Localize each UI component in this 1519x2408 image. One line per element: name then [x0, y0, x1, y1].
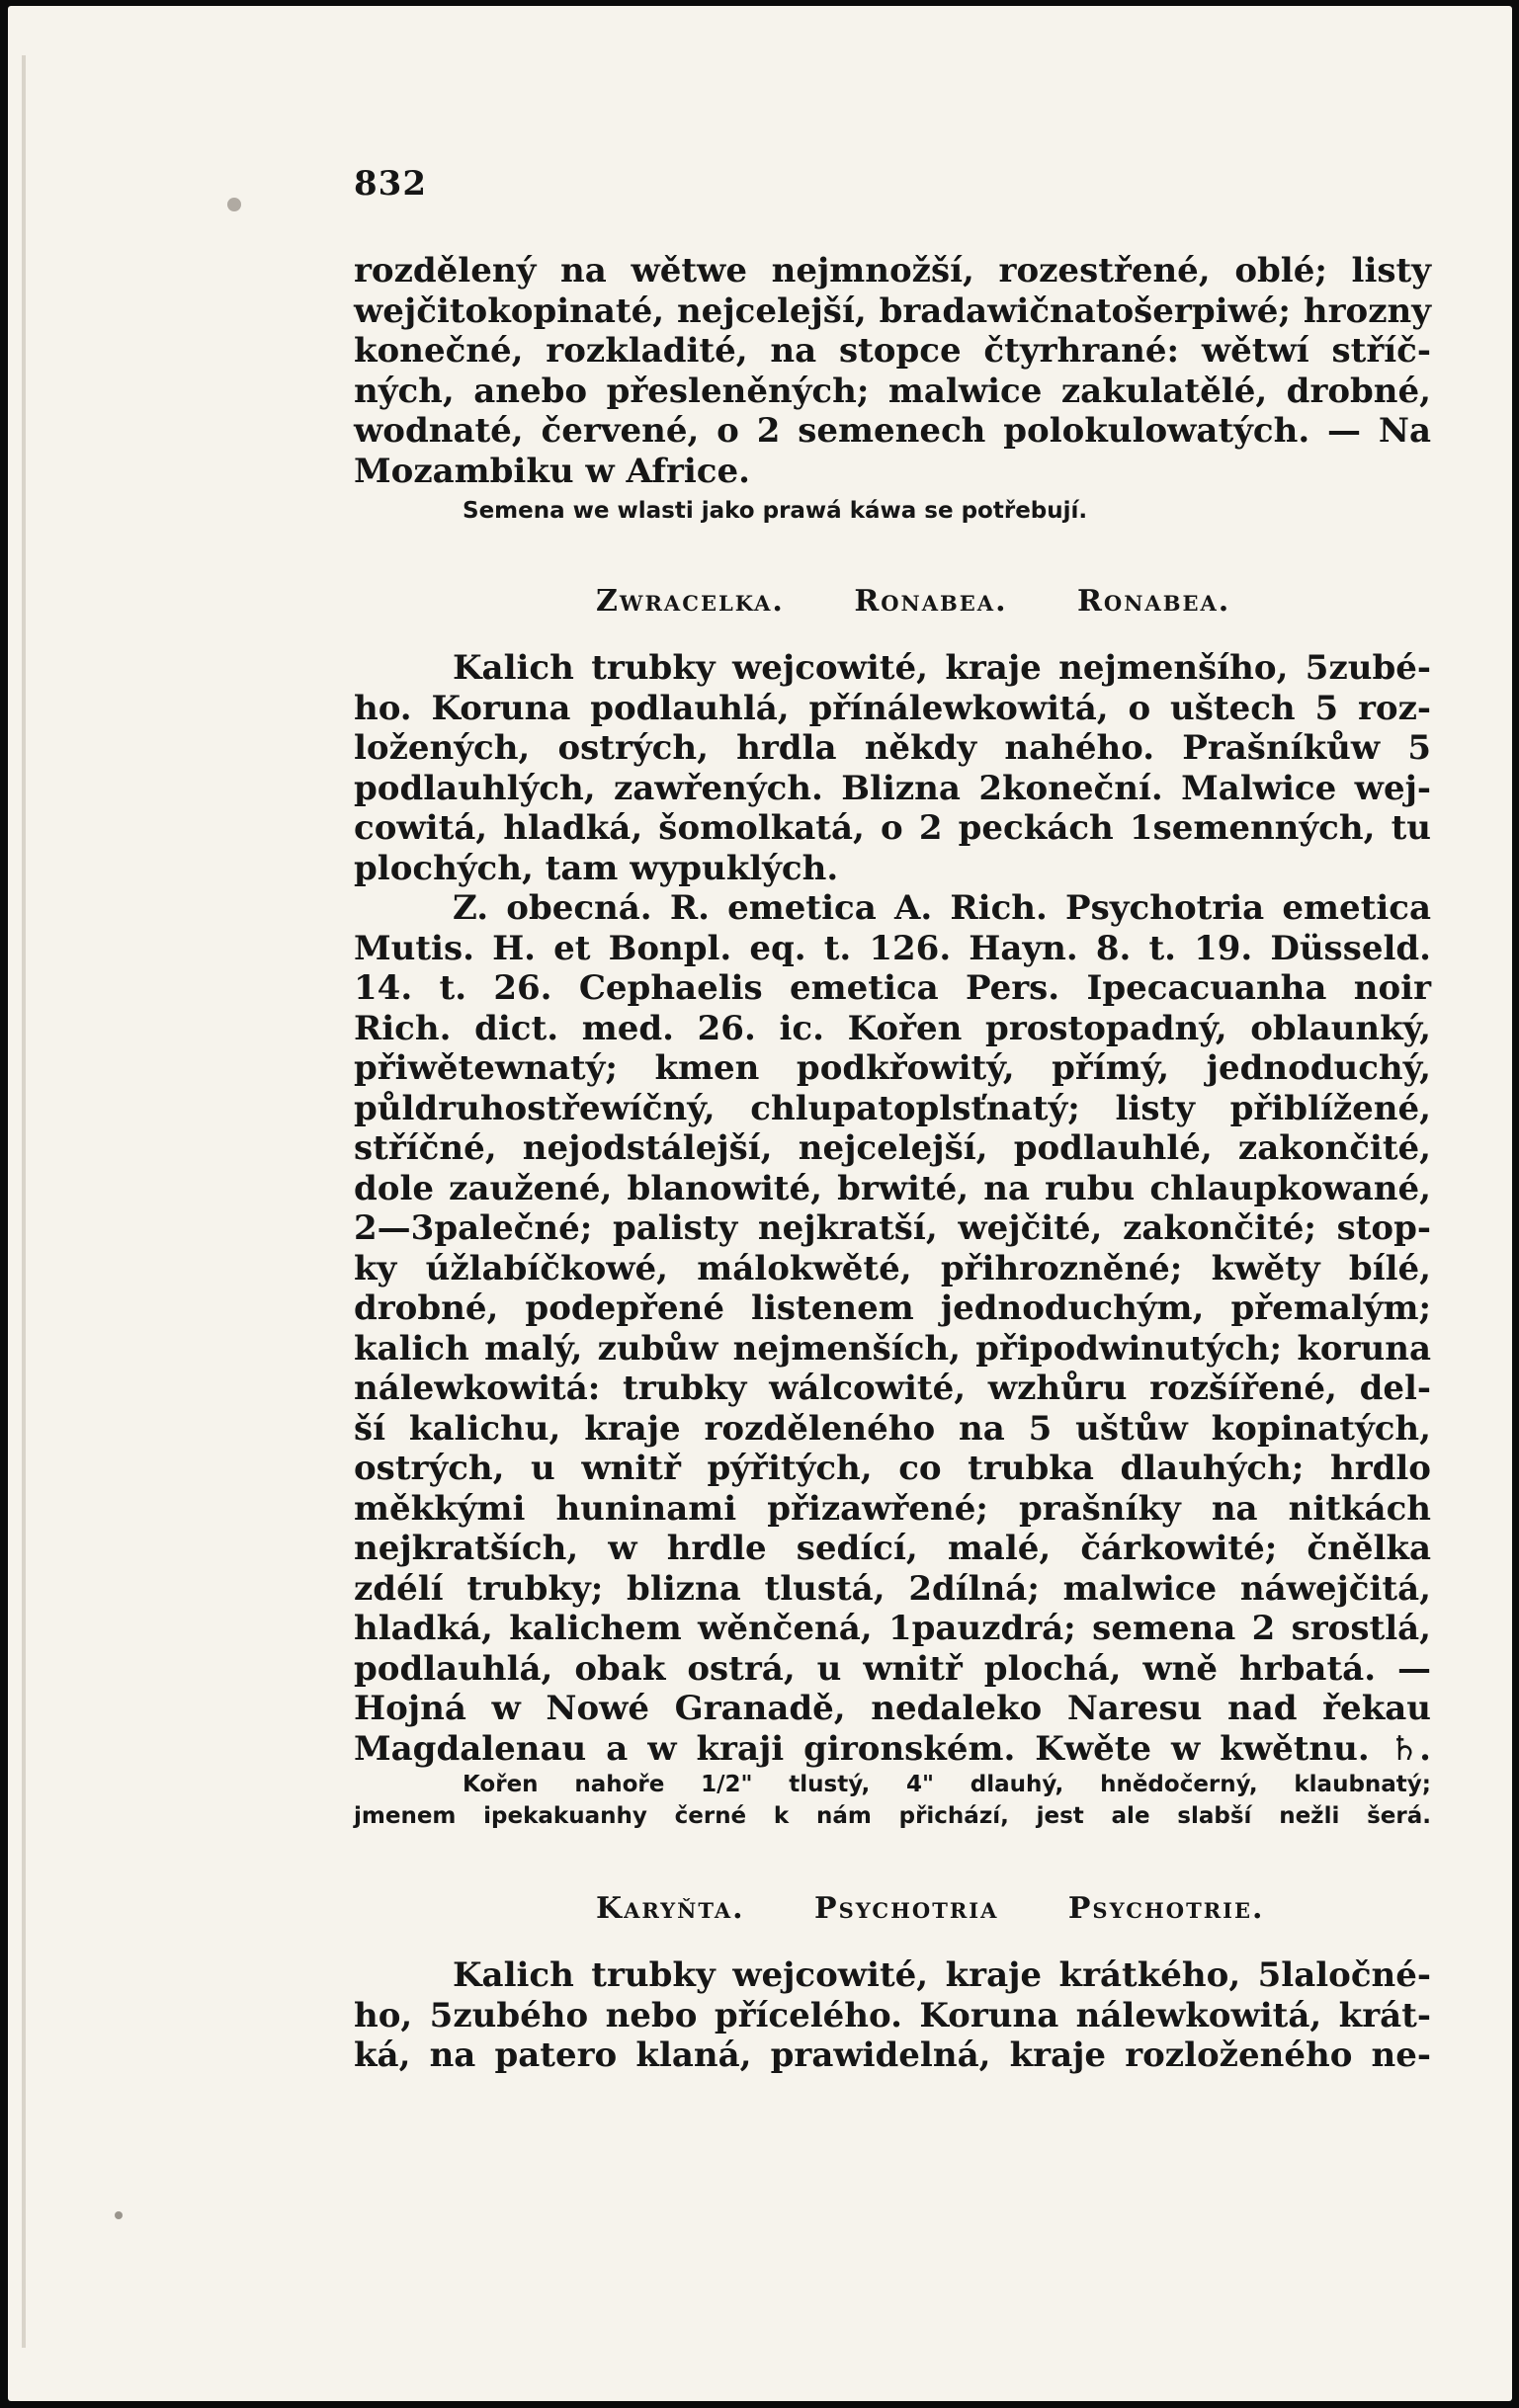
text-line: 14. t. 26. Cephaelis emetica Pers. Ipecacuanha noir: [354, 968, 1431, 1008]
paragraph-4: [354, 1955, 1431, 2076]
text-line: Kalich trubky wejcowité, kraje nejmenšího, 5zubé-: [453, 648, 1431, 688]
text-line: přiwětewnatý; kmen podkřowitý, přímý, jednoduchý,: [354, 1048, 1431, 1088]
text-line: plochých, tam wypuklých.: [354, 848, 839, 888]
text-line: konečné, rozkladité, na stopce čtyrhrané: wětwí stříč-: [354, 331, 1431, 371]
text-line: ostrých, u wnitř pýřitých, co trubka dlauhých; hrdlo: [354, 1449, 1431, 1488]
heading-latin-name-2: Ronabea.: [1076, 584, 1231, 619]
text-line: nálewkowitá: trubky wálcowité, wzhůru rozšířené, del-: [354, 1369, 1431, 1408]
paragraph-3: [354, 888, 1431, 1769]
text-line: ložených, ostrých, hrdla někdy nahého. Prašníkůw 5: [354, 728, 1431, 768]
text-line: nejkratších, w hrdle sedící, malé, čárkowité; čnělka: [354, 1529, 1431, 1568]
page-number: 832: [354, 164, 427, 204]
text-line: Hojná w Nowé Granadě, nedaleko Naresu nad řekau: [354, 1689, 1431, 1728]
text-line: wejčitokopinaté, nejcelejší, bradawičnatošerpiwé; hrozny: [354, 291, 1431, 331]
genus-heading: [354, 584, 1431, 619]
heading-latin-name: Ronabea.: [854, 584, 1008, 619]
heading-czech-name: Karyňta.: [596, 1891, 745, 1926]
book-page: [8, 6, 1512, 2401]
footnote: Semena we wlasti jako prawá káwa se potřebují.: [463, 498, 1088, 524]
text-line: Magdalenau a w kraji gironském. Kwěte w kwětnu. ♄.: [354, 1728, 1431, 1769]
text-line: Mozambiku w Africe.: [354, 451, 750, 491]
ink-spot: [227, 198, 241, 211]
heading-latin-name: Psychotria: [814, 1891, 999, 1926]
text-line: dole zaužené, blanowité, brwité, na rubu chlaupkowané,: [354, 1168, 1431, 1208]
text-line: podlauhlá, obak ostrá, u wnitř plochá, wně hrbatá. —: [354, 1648, 1431, 1689]
footnote-line: Kořen nahoře 1/2" tlustý, 4" dlauhý, hnědočerný, klaubnatý;: [463, 1772, 1431, 1797]
paragraph-2: [354, 648, 1431, 888]
text-line: 2—3palečné; palisty nejkratší, wejčité, zakončité; stop-: [354, 1208, 1431, 1248]
page-edge-shadow: [22, 55, 26, 2348]
text-line: půldruhostřewíčný, chlupatoplsťnatý; listy přiblížené,: [354, 1088, 1431, 1128]
genus-heading: [354, 1891, 1431, 1926]
paragraph-1: [354, 251, 1431, 491]
text-line: wodnaté, červené, o 2 semenech polokulowatých. — Na: [354, 411, 1431, 451]
text-line: Mutis. H. et Bonpl. eq. t. 126. Hayn. 8. t. 19. Düsseld.: [354, 928, 1431, 968]
ink-spot: [115, 2211, 123, 2219]
text-line: Kalich trubky wejcowité, kraje krátkého, 5laločné-: [453, 1955, 1431, 1995]
footnote-line: jmenem ipekakuanhy černé k nám přichází, jest ale slabší nežli šerá.: [354, 1803, 1431, 1829]
heading-czech-name: Zwracelka.: [596, 584, 785, 619]
text-line: drobné, podepřené listenem jednoduchým, přemalým;: [354, 1288, 1431, 1328]
text-line: ho, 5zubého nebo přícelého. Koruna nálewkowitá, krát-: [354, 1995, 1431, 2035]
heading-czech-name-2: Psychotrie.: [1067, 1891, 1265, 1926]
text-line: cowitá, hladká, šomolkatá, o 2 peckách 1semenných, tu: [354, 808, 1431, 848]
text-line: ho. Koruna podlauhlá, přínálewkowitá, o uštech 5 roz-: [354, 688, 1431, 728]
text-line: hladká, kalichem wěnčená, 1pauzdrá; semena 2 srostlá,: [354, 1609, 1431, 1648]
footnote: [354, 1769, 1431, 1832]
text-line: Rich. dict. med. 26. ic. Kořen prostopadný, oblaunký,: [354, 1008, 1431, 1048]
page-text-block: [354, 164, 1431, 2076]
text-line: kalich malý, zubůw nejmenších, připodwinutých; koruna: [354, 1328, 1431, 1369]
text-line: ká, na patero klaná, prawidelná, kraje rozloženého ne-: [354, 2035, 1431, 2075]
text-line: měkkými huninami přizawřené; prašníky na nitkách: [354, 1488, 1431, 1529]
text-line: stříčné, nejodstálejší, nejcelejší, podlauhlé, zakončité,: [354, 1128, 1431, 1168]
text-line: Z. obecná. R. emetica A. Rich. Psychotria emetica: [453, 888, 1431, 928]
text-line: ky úžlabíčkowé, málokwěté, přihrozněné; kwěty bílé,: [354, 1248, 1431, 1288]
text-line: podlauhlých, zawřených. Blizna 2koneční. Malwice wej-: [354, 768, 1431, 808]
text-line: ší kalichu, kraje rozděleného na 5 uštůw kopinatých,: [354, 1408, 1431, 1449]
text-line: zdélí trubky; blizna tlustá, 2dílná; malwice náwejčitá,: [354, 1568, 1431, 1609]
text-line: ných, anebo přesleněných; malwice zakulatělé, drobné,: [354, 371, 1431, 411]
text-line: rozdělený na wětwe nejmnožší, rozestřené, oblé; listy: [354, 251, 1431, 291]
